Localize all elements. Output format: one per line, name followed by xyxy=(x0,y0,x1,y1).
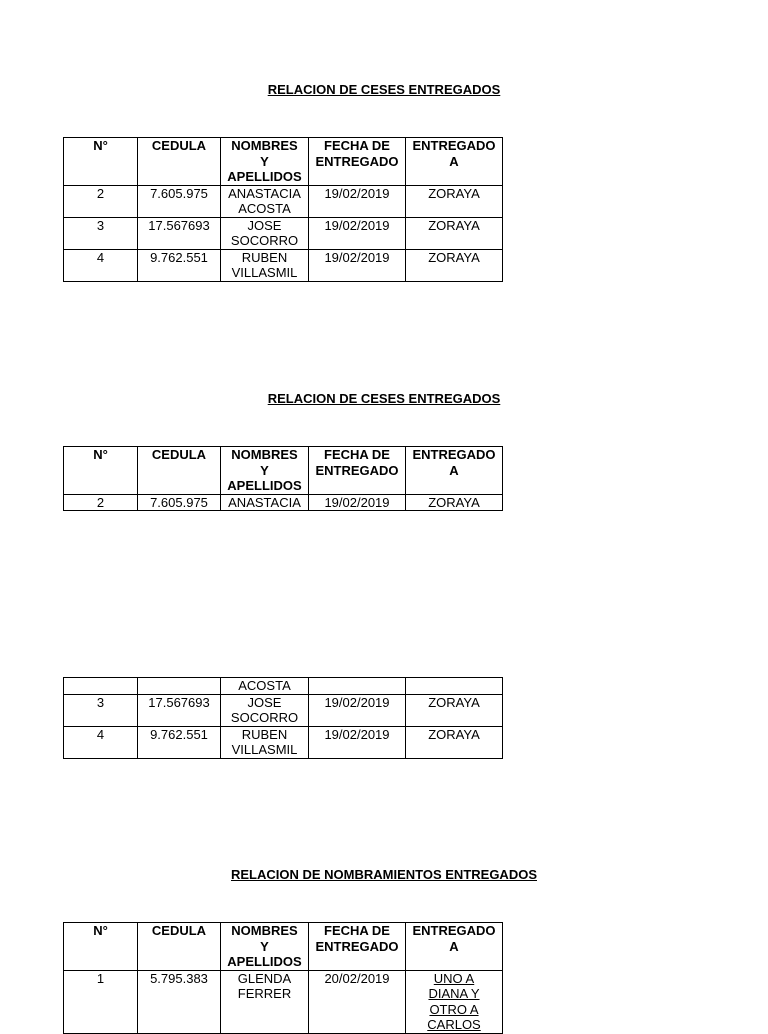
header-fecha: FECHA DE ENTREGADO xyxy=(309,923,406,971)
cell-nombre: JOSE SOCORRO xyxy=(221,694,309,726)
header-fecha: FECHA DE ENTREGADO xyxy=(309,138,406,186)
header-entregado: ENTREGADO A xyxy=(406,138,503,186)
cell-numero: 3 xyxy=(64,694,138,726)
cell-cedula: 7.605.975 xyxy=(138,494,221,511)
cell-fecha: 19/02/2019 xyxy=(309,494,406,511)
cell-nombre: RUBEN VILLASMIL xyxy=(221,249,309,281)
header-numero: N° xyxy=(64,447,138,495)
cell-cedula: 17.567693 xyxy=(138,694,221,726)
cell-cedula xyxy=(138,678,221,695)
cell-fecha xyxy=(309,678,406,695)
cell-entregado: ZORAYA xyxy=(406,726,503,758)
cell-numero: 4 xyxy=(64,726,138,758)
cell-nombre: ANASTACIA xyxy=(221,494,309,511)
cell-cedula: 7.605.975 xyxy=(138,185,221,217)
table-row xyxy=(64,694,503,726)
table-row xyxy=(64,494,503,511)
header-cedula: CEDULA xyxy=(138,447,221,495)
table-row xyxy=(64,726,503,758)
cell-cedula: 9.762.551 xyxy=(138,726,221,758)
cell-fecha: 19/02/2019 xyxy=(309,249,406,281)
cell-numero: 2 xyxy=(64,494,138,511)
cell-entregado xyxy=(406,678,503,695)
header-row xyxy=(64,138,503,186)
header-fecha: FECHA DE ENTREGADO xyxy=(309,447,406,495)
header-cedula: CEDULA xyxy=(138,138,221,186)
cell-nombre: ACOSTA xyxy=(221,678,309,695)
cell-numero: 2 xyxy=(64,185,138,217)
cell-entregado: ZORAYA xyxy=(406,694,503,726)
cell-fecha: 19/02/2019 xyxy=(309,185,406,217)
cell-numero: 1 xyxy=(64,970,138,1033)
section1-title: RELACION DE CESES ENTREGADOS xyxy=(267,82,501,97)
cell-cedula: 9.762.551 xyxy=(138,249,221,281)
cell-cedula: 5.795.383 xyxy=(138,970,221,1033)
cell-cedula: 17.567693 xyxy=(138,217,221,249)
header-row xyxy=(64,923,503,971)
ceses-table-2 xyxy=(63,446,503,511)
header-nombres: NOMBRES Y APELLIDOS xyxy=(221,923,309,971)
cell-nombre: GLENDA FERRER xyxy=(221,970,309,1033)
cell-numero: 3 xyxy=(64,217,138,249)
cell-fecha: 19/02/2019 xyxy=(309,726,406,758)
table-row xyxy=(64,678,503,695)
section3-title: RELACION DE NOMBRAMIENTOS ENTREGADOS xyxy=(231,867,537,882)
header-nombres: NOMBRES Y APELLIDOS xyxy=(221,138,309,186)
cell-entregado: ZORAYA xyxy=(406,217,503,249)
cell-entregado: ZORAYA xyxy=(406,494,503,511)
cell-numero: 4 xyxy=(64,249,138,281)
table-row xyxy=(64,249,503,281)
header-numero: N° xyxy=(64,138,138,186)
cell-fecha: 19/02/2019 xyxy=(309,217,406,249)
header-numero: N° xyxy=(64,923,138,971)
cell-numero xyxy=(64,678,138,695)
table-row xyxy=(64,185,503,217)
header-entregado: ENTREGADO A xyxy=(406,447,503,495)
ceses-table-1 xyxy=(63,137,503,282)
cell-nombre: JOSE SOCORRO xyxy=(221,217,309,249)
ceses-table-2-continued xyxy=(63,677,503,759)
header-cedula: CEDULA xyxy=(138,923,221,971)
header-nombres: NOMBRES Y APELLIDOS xyxy=(221,447,309,495)
cell-fecha: 20/02/2019 xyxy=(309,970,406,1033)
cell-nombre: RUBEN VILLASMIL xyxy=(221,726,309,758)
cell-entregado: UNO A DIANA Y OTRO A CARLOS xyxy=(406,970,503,1033)
section2-title: RELACION DE CESES ENTREGADOS xyxy=(267,391,501,406)
cell-fecha: 19/02/2019 xyxy=(309,694,406,726)
nombramientos-table xyxy=(63,922,503,1034)
cell-entregado: ZORAYA xyxy=(406,249,503,281)
header-entregado: ENTREGADO A xyxy=(406,923,503,971)
cell-nombre: ANASTACIA ACOSTA xyxy=(221,185,309,217)
header-row xyxy=(64,447,503,495)
table-row xyxy=(64,217,503,249)
cell-entregado: ZORAYA xyxy=(406,185,503,217)
